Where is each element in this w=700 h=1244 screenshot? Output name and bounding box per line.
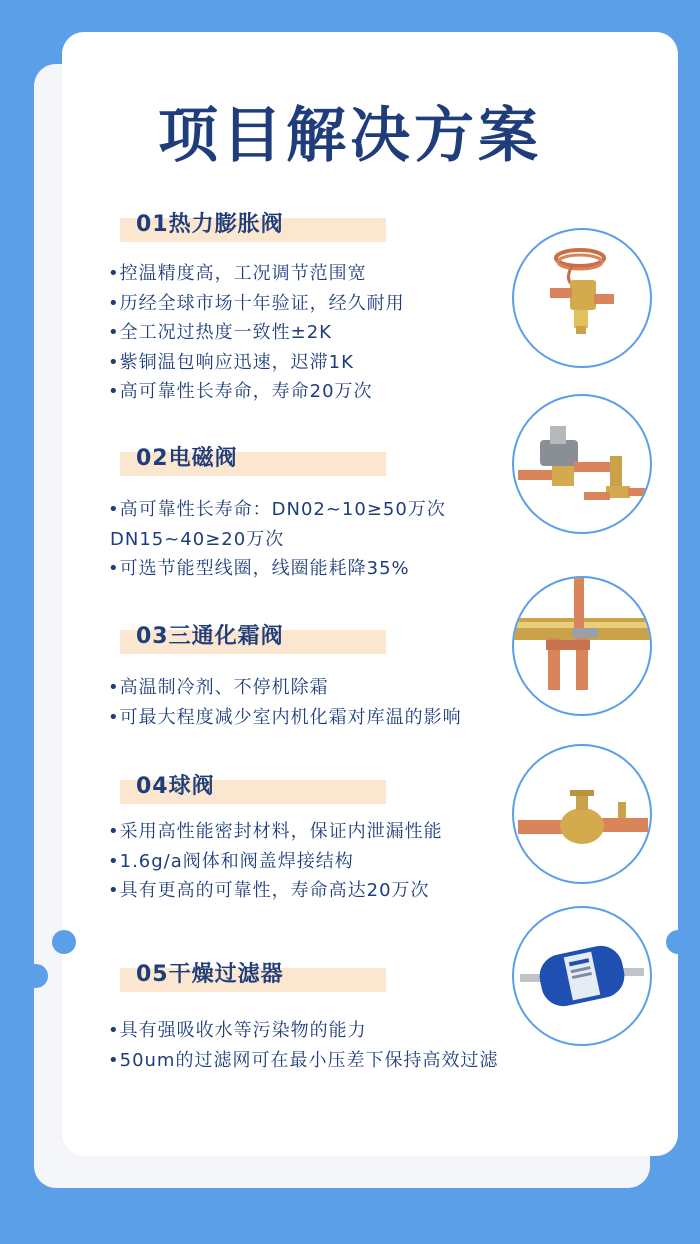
right-notch [666,930,690,954]
thermostatic-expansion-valve-icon [514,230,650,366]
photo-filter-drier [512,906,652,1046]
bullet-list-5 [108,1016,498,1075]
list-item: •具有强吸收水等污染物的能力 [108,1020,367,1041]
section-heading-3 [120,624,386,654]
list-item: •可最大程度减少室内机化霜对库温的影响 [108,706,462,728]
bullet-list-2 [108,495,446,584]
page-title: 项目解决方案 [158,101,542,171]
photo-defrost-valve [512,576,652,716]
bullet-list-3 [108,673,462,732]
list-item: •采用高性能密封材料，保证内泄漏性能 [108,821,443,842]
list-item: DN15~40≥20万次 [110,528,285,550]
section-heading-text: 04球阀 [136,774,215,799]
section-heading-2 [120,446,386,476]
three-way-defrost-valve-icon [514,578,650,714]
photo-solenoid-valve [512,394,652,534]
section-heading-text: 05干燥过滤器 [136,962,284,987]
list-item: •50um的过滤网可在最小压差下保持高效过滤 [108,1049,499,1071]
left-notch [52,930,76,954]
solenoid-valve-icon [514,396,650,532]
list-item: •1.6g/a阀体和阀盖焊接结构 [108,850,354,872]
list-item: •全工况过热度一致性±2K [108,322,332,343]
section-heading-4 [120,774,386,804]
section-heading-text: 02电磁阀 [136,446,238,471]
photo-ball-valve [512,744,652,884]
section-heading-5 [120,962,386,992]
ball-valve-icon [514,746,650,882]
list-item: •高温制冷剂、不停机除霜 [108,677,329,698]
bullet-list-1 [108,259,405,407]
section-heading-text: 03三通化霜阀 [136,624,284,649]
section-heading-text: 01热力膨胀阀 [136,212,284,237]
list-item: •控温精度高，工况调节范围宽 [108,263,367,284]
list-item: •可选节能型线圈，线圈能耗降35% [108,558,410,579]
list-item: •高可靠性长寿命，寿命20万次 [108,381,373,402]
list-item: •具有更高的可靠性，寿命高达20万次 [108,880,430,901]
bullet-list-4 [108,817,443,906]
left-notch-outer [24,964,48,988]
photo-expansion-valve [512,228,652,368]
list-item: •紫铜温包响应迅速，迟滞1K [108,351,354,373]
list-item: •历经全球市场十年验证，经久耐用 [108,292,405,314]
filter-drier-icon [514,908,650,1044]
list-item: •高可靠性长寿命：DN02~10≥50万次 [108,499,446,520]
section-heading-1 [120,212,386,242]
